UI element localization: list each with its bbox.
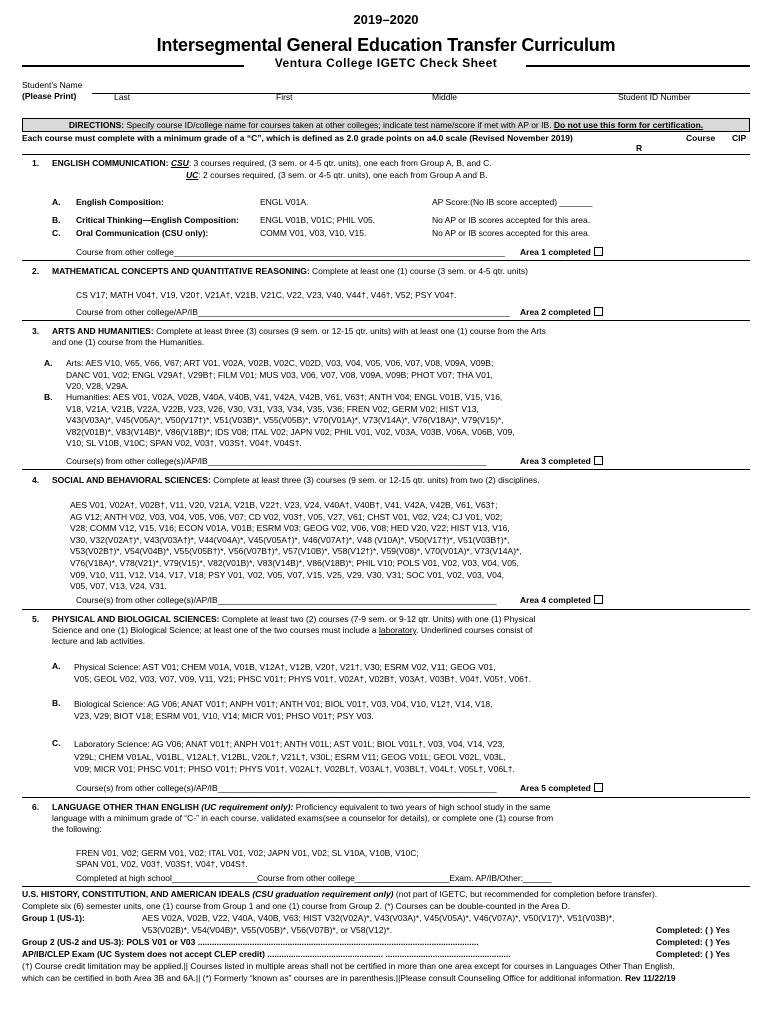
- area-4-line: V53(V02B†)*, V54(V04B)*, V55(V05B†)*, V56(V07B†)*, V57(V10B)*, V58(V12†)*, V59(V08)*, V70(V01A)*, V73(V14A)*,: [70, 546, 522, 557]
- area-5a-physical-science: [74, 661, 531, 685]
- us-history-title: U.S. HISTORY, CONSTITUTION, AND AMERICAN IDEALS: [22, 889, 250, 899]
- area-1-completed-checkbox[interactable]: [594, 247, 603, 256]
- ap-ib-clep-completed[interactable]: Completed: ( ) Yes: [656, 949, 730, 959]
- area-3-title: ARTS AND HUMANITIES:: [52, 326, 154, 336]
- grade-requirement: Each course must complete with a minimum grade of a “C”, which is defined as 2.0 grade points on a4.0 scale (Revised November 2019): [22, 133, 573, 143]
- area-2-completed: [520, 307, 603, 318]
- area-1-csu-text: : 3 courses required, (3 sem. or 4-5 qtr. units), one each from Group A, B, and C.: [188, 158, 492, 168]
- us-history-text: (not part of IGETC, but recommended for completion before transfer).: [395, 889, 658, 899]
- area-4-line: V09, V10, V11, V12, V14, V17, V18; PSY V01, V02, V05, V07, V15, V25, V29, V30, V31; SOC V01, V02, V03, V04,: [70, 569, 504, 580]
- area-3b-line: V82(V01B)*, V83(V14B)*, V86(V18B)*; IDS V08; ITAL V02; JAPN V02; PHIL V01, V02, V03A, V03B, V06A, V06B, V09,: [66, 426, 515, 437]
- area-4-line: V28; COMM V12, V15, V16; ECON V01A, V01B; ESRM V03; GEOG V02, V06, V08; HED V20, V22; HIST V13, V16,: [70, 523, 510, 534]
- group-2-completed[interactable]: Completed: ( ) Yes: [656, 937, 730, 947]
- column-cip: CIP: [732, 133, 747, 143]
- area-3-completed-checkbox[interactable]: [594, 456, 603, 465]
- area-6-text-1: Proficiency equivalent to two years of high school study in the same: [295, 802, 551, 812]
- area-4-line: AG V12; ANTH V02, V03, V04, V05, V06, V07; CD V02, V03†, V05, V27, V61; CHST V01, V02, V24; CJ V01, V02;: [70, 511, 503, 522]
- student-id-label: Student ID Number: [618, 92, 691, 102]
- area-1c-letter: C.: [52, 228, 61, 238]
- column-course: Course: [686, 133, 716, 143]
- area-2-number: 2.: [32, 266, 40, 276]
- area-6-row-1: FREN V01, V02; GERM V01, V02; ITAL V01, V02; JAPN V01, V02; SL V10A, V10B, V10C;: [76, 848, 419, 858]
- area-3b-letter: B.: [44, 392, 53, 402]
- area-5-completed: [520, 783, 603, 794]
- area-1c-name: Oral Communication (CSU only):: [76, 228, 209, 238]
- area-5b-line: V23, V29; BIOT V18; ESRM V01, V10, V14; MICR V01; PHSO V01†; PSY V03.: [74, 711, 374, 721]
- us-history-heading: [22, 889, 657, 900]
- divider: [22, 797, 750, 798]
- area-1-uc-line: [186, 170, 487, 181]
- area-6-heading: [52, 802, 550, 813]
- student-name-label: Student’s Name: [22, 80, 83, 90]
- area-3-other-college[interactable]: Course(s) from other college(s)/AP/IB___________________________________________________________: [66, 456, 487, 466]
- area-1b-note: No AP or IB scores accepted for this area.: [432, 215, 591, 225]
- area-6-title-note: (UC requirement only):: [201, 802, 294, 812]
- group-1-courses-1: AES V02A, V02B, V22, V40A, V40B, V63; HIST V32(V02A)*, V43(V03A)*, V45(V05A)*, V46(V07A)*, V50(V17)*, V51(V03B)*,: [142, 913, 615, 923]
- area-6-number: 6.: [32, 802, 40, 812]
- area-1a-letter: A.: [52, 197, 61, 207]
- area-1c-courses: COMM V01, V03, V10, V15.: [260, 228, 367, 238]
- area-4-title: SOCIAL AND BEHAVIORAL SCIENCES:: [52, 475, 211, 485]
- area-3a-line: DANC V01, V02; ENGL V29A†, V29B†; FILM V01; MUS V03, V06, V07, V08, V09A, V09B; PHOT V07; THA V01,: [66, 369, 493, 380]
- area-3b-line: V43(V03A)*, V45(V05A)*, V50(V17†)*, V51(V03B)*, V55(V05B)*, V70(V01A)*, V73(V14A)*, V76(V18A)*, V79(V15)*,: [66, 415, 504, 425]
- area-5c-line: V09; MICR V01; PHSC V01†; PHSO V01†; PHYS V01†, V02AL†, V02BL†, V03AL†, V03BL†, V04L†, V05L†, V06L†.: [74, 764, 515, 774]
- area-5-heading: [52, 614, 536, 625]
- area-3-number: 3.: [32, 326, 40, 336]
- area-4-completed-checkbox[interactable]: [594, 595, 603, 604]
- area-4-completed: [520, 595, 603, 606]
- group-2-line: Group 2 (US-2 and US-3): POLS V01 or V03 .......................................................................................................................: [22, 937, 479, 947]
- area-3-completed: [520, 456, 603, 467]
- area-1a-note: AP Score:(No IB score accepted) _______: [432, 197, 593, 207]
- area-5a-letter: A.: [52, 661, 61, 671]
- area-6-title: LANGUAGE OTHER THAN ENGLISH: [52, 802, 199, 812]
- area-3-text-1: Complete at least three (3) courses (9 sem. or 12-15 qtr. units) with at least one (1) course from the Arts: [156, 326, 546, 336]
- divider: [22, 154, 750, 155]
- area-4-line: V76(V18A)*, V78(V21)*, V79(V15)*, V82(V01B)*, V83(V14B)*, V86(V18B)*; PHIL V10; POLS V01, V02, V03, V04, V05,: [70, 557, 520, 568]
- last-name-label: Last: [114, 92, 131, 102]
- area-1-completed-label: Area 1 completed: [520, 247, 591, 257]
- area-5c-laboratory-science: [74, 738, 515, 776]
- divider: [22, 260, 750, 261]
- area-2-text: Complete at least one (1) course (3 sem. or 4-5 qtr. units): [312, 266, 528, 276]
- directions-label: DIRECTIONS:: [68, 120, 125, 130]
- area-4-line: V05, V07, V13, V24, V31.: [70, 581, 167, 592]
- area-3a-arts: [66, 358, 493, 393]
- area-1-csu-line: [52, 158, 492, 169]
- area-4-other-college[interactable]: Course(s) from other college(s)/AP/IB___________________________________________________________: [76, 595, 497, 605]
- area-3b-line: Humanities: AES V01, V02A, V02B, V40A, V40B, V41, V42A, V42B, V61, V63†; ANTH V04; ENGL V01B, V15, V16,: [66, 392, 503, 402]
- area-5-title: PHYSICAL AND BIOLOGICAL SCIENCES:: [52, 614, 220, 624]
- footnote-2-text: which can be certified in both Area 3B and 6A.|| (*) Formerly “known as” courses are in parenthesis.||Please consult Counseling Office for additional information.: [22, 973, 623, 983]
- group-1-completed[interactable]: Completed: ( ) Yes: [656, 925, 730, 935]
- area-3b-line: V18, V21A, V21B, V22A, V22B, V23, V26, V30, V31, V33, V34, V35, V36; FREN V02; GERM V02; HIST V13,: [66, 403, 479, 414]
- area-3a-letter: A.: [44, 358, 53, 368]
- area-5-completed-label: Area 5 completed: [520, 783, 591, 793]
- area-3b-line: V10; SL V10B, V10C; SPAN V02, V03†, V03S†, V04†, V04S†.: [66, 438, 302, 448]
- area-5c-line: V29L; CHEM V01AL, V01BL, V12AL†, V12BL, V20L†, V21L†, V30L; ESRM V11; GEOG V01L; GEOL V02L, V03L,: [74, 751, 506, 762]
- revision-date: Rev 11/22/19: [625, 973, 676, 983]
- area-1a-courses: ENGL V01A.: [260, 197, 309, 207]
- group-1-label: Group 1 (US-1):: [22, 913, 85, 923]
- area-5-number: 5.: [32, 614, 40, 624]
- divider: [22, 609, 750, 610]
- document-subtitle: Ventura College IGETC Check Sheet: [274, 56, 498, 70]
- divider: [22, 886, 750, 887]
- area-2-courses: CS V17; MATH V04†, V19, V20†, V21A†, V21B, V21C, V22, V23, V40, V44†, V46†, V52; PSY V04†.: [76, 290, 457, 300]
- please-print-label: (Please Print): [22, 91, 77, 101]
- us-history-instructions: Complete six (6) semester units, one (1) course from Group 1 and one (1) course from Group 2. (*) Courses can be double-counted in the Area D.: [22, 901, 571, 911]
- divider: [22, 320, 750, 321]
- footnote-1: (†) Course credit limitation may be applied.|| Courses listed in multiple areas shall not be certified in more than one area except for courses in Languages Other Than English,: [22, 961, 675, 971]
- area-1a-name: English Composition:: [76, 197, 164, 207]
- area-5c-line: Laboratory Science: AG V06; ANAT V01†; ANPH V01†; ANTH V01L; AST V01L; BIOL V01L†, V03, V04, V14, V23,: [74, 739, 505, 749]
- area-6-completion-fields[interactable]: Completed at high school__________________Course from other college____________________Exam. AP/IB/Other:______: [76, 873, 552, 883]
- area-3a-line: V20, V28, V29A.: [66, 381, 129, 391]
- ap-ib-clep-line: AP/IB/CLEP Exam (UC System does not accept CLEP credit) ................................................. .....................................................: [22, 949, 511, 959]
- area-5-other-college[interactable]: Course(s) from other college(s)/AP/IB___________________________________________________________: [76, 783, 497, 793]
- area-1-title: ENGLISH COMMUNICATION:: [52, 158, 169, 168]
- area-1-completed: [520, 247, 603, 258]
- area-1b-courses: ENGL V01B, V01C; PHIL V05.: [260, 215, 376, 225]
- area-4-number: 4.: [32, 475, 40, 485]
- area-2-completed-checkbox[interactable]: [594, 307, 603, 316]
- area-5b-line: Biological Science: AG V06; ANAT V01†; ANPH V01†; ANTH V01; BIOL V01†, V03, V04, V10, V12†, V14, V18,: [74, 699, 493, 709]
- area-4-text: Complete at least three (3) courses (9 sem. or 12-15 qtr. units) from two (2) disciplines.: [213, 475, 540, 485]
- directions-text: Specify course ID/college name for courses taken at other colleges; indicate test name/score if met with AP or IB.: [126, 120, 552, 130]
- directions-warning: Do not use this form for certification.: [553, 120, 704, 130]
- area-4-line: AES V01, V02A†, V02B†, V11, V20, V21A, V21B, V22†, V23, V24, V40A†, V40B†, V41, V42A, V42B, V61, V63†;: [70, 500, 498, 510]
- area-3-text-2: and one (1) course from the Humanities.: [52, 337, 205, 347]
- area-2-title: MATHEMATICAL CONCEPTS AND QUANTITATIVE REASONING:: [52, 266, 310, 276]
- area-6-text-2: language with a minimum grade of “C-” in each course, validated exams(see a counselor for details), or complete one (1) course from: [52, 813, 554, 823]
- area-1-uc-text: : 2 courses required, (3 sem. or 4-5 qtr. units), one each from Group A and B.: [198, 170, 488, 180]
- area-1c-note: No AP or IB scores accepted for this area.: [432, 228, 591, 238]
- area-5-text-1: Complete at least two (2) courses (7-9 sem. or 9-12 qtr. Units) with one (1) Physical: [221, 614, 536, 624]
- area-6-text-3: the following:: [52, 824, 102, 834]
- area-5-text-2c: . Underlined courses consist of: [416, 625, 533, 635]
- area-1-number: 1.: [32, 158, 40, 168]
- middle-name-label: Middle: [432, 92, 458, 102]
- area-2-other-college[interactable]: Course from other college/AP/IB__________________________________________________________________: [76, 307, 510, 317]
- subtitle-rule-right: [526, 65, 750, 67]
- area-6-row-2: SPAN V01, V02, V03†, V03S†, V04†, V04S†.: [76, 859, 248, 869]
- area-5b-biological-science: [74, 698, 492, 722]
- area-5-text-3: lecture and lab activities.: [52, 636, 146, 646]
- area-5b-letter: B.: [52, 698, 61, 708]
- area-1-csu-label: CSU: [170, 158, 189, 168]
- academic-year: 2019–2020: [353, 12, 419, 27]
- area-5-completed-checkbox[interactable]: [594, 783, 603, 792]
- area-1b-name: Critical Thinking—English Composition:: [76, 215, 239, 225]
- us-history-note: (CSU graduation requirement only): [252, 889, 394, 899]
- area-3-completed-label: Area 3 completed: [520, 456, 591, 466]
- area-5-text-2: [52, 625, 532, 636]
- area-1b-letter: B.: [52, 215, 61, 225]
- area-4-heading: [52, 475, 540, 486]
- area-5a-line: Physical Science: AST V01; CHEM V01A, V01B, V12A†, V12B, V20†, V21†, V30; ESRM V02, V11; GEOG V01,: [74, 662, 496, 672]
- area-5a-line: V05; GEOL V02, V03, V07, V09, V11, V21; PHSC V01†; PHYS V01†, V02A†, V02B†, V03A†, V03B†, V04†, V05†, V06†.: [74, 674, 531, 684]
- area-3a-line: Arts: AES V10, V65, V66, V67; ART V01, V02A, V02B, V02C, V02D, V03, V04, V05, V06, V07, V08, V09A, V09B;: [66, 358, 494, 368]
- area-5-text-2b: laboratory: [378, 625, 417, 635]
- area-3b-humanities: [66, 392, 515, 450]
- area-4-line: V30, V32(V02A†)*, V43(V03A†)*, V44(V04A)*, V45(V05A†)*, V46(V07A†)*, V48 (V10A)*, V50(V17†)*, V51(V03B†)*,: [70, 534, 510, 545]
- first-name-label: First: [276, 92, 293, 102]
- divider: [22, 469, 750, 470]
- directions-box: [22, 118, 750, 132]
- area-1-other-college[interactable]: Course from other college______________________________________________________________________: [76, 247, 505, 257]
- area-3-heading: [52, 326, 546, 337]
- area-4-courses: [70, 500, 522, 593]
- document-title: Intersegmental General Education Transfer Curriculum: [156, 35, 616, 55]
- area-2-heading: [52, 266, 528, 277]
- footnote-2: [22, 973, 676, 984]
- area-5-text-2a: Science and one (1) Biological Science; at least one of the two courses must include a: [52, 625, 377, 635]
- column-r: R: [636, 143, 643, 153]
- area-4-completed-label: Area 4 completed: [520, 595, 591, 605]
- area-2-completed-label: Area 2 completed: [520, 307, 591, 317]
- group-1-courses-2: V53(V02B)*, V54(V04B)*, V55(V05B)*, V56(V07B)*, or V58(V12)*.: [142, 925, 392, 935]
- area-5c-letter: C.: [52, 738, 61, 748]
- area-1-uc-label: UC: [186, 170, 199, 180]
